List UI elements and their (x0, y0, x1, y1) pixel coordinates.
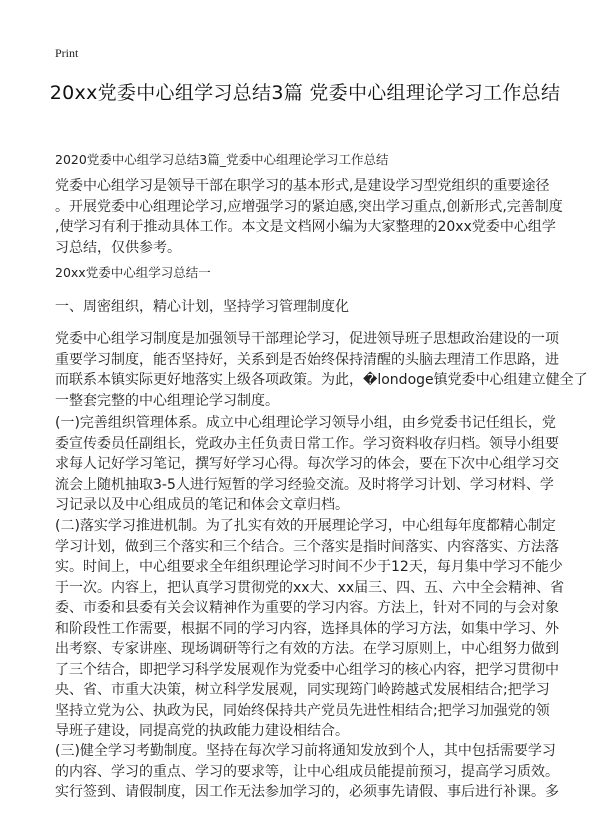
text-line: 求每人记好学习笔记，撰写好学习心得。每次学习的体会，要在下次中心组学习交 (55, 456, 559, 472)
text-line: 党委中心组学习制度是加强领导干部理论学习，促进领导班子思想政治建设的一项 (55, 331, 559, 347)
text-line: 了三个结合，即把学习科学发展观作为党委中心组学习的核心内容，把学习贯彻中 (55, 661, 559, 678)
document-title: 20xx党委中心组学习总结3篇 党委中心组理论学习工作总结 (49, 82, 561, 104)
paragraph-1 (55, 329, 588, 411)
text-line: 的内容、学习的重点、学习的要求等，让中心组成员能提前预习，提高学习质效。 (55, 763, 559, 780)
text-line: 。开展党委中心组理论学习,应增强学习的紧迫感,突出学习重点,创新形式,完善制度 (55, 198, 563, 215)
text-line: 委、市委和县委有关会议精神作为重要的学习内容。方法上，针对不同的与会对象 (55, 600, 559, 616)
text-line: 于一次。内容上，把认真学习贯彻党的xx大、xx届三、四、五、六中全会精神、省 (55, 579, 565, 596)
print-label: Print (55, 46, 79, 60)
paragraph-4 (55, 741, 559, 803)
text-line: ,使学习有利于推动具体工作。本文是文档网小编为大家整理的20xx党委中心组学 (55, 219, 556, 235)
paragraph-3 (55, 516, 565, 742)
text-line: 央、省、市重大决策，树立科学发展观，同实现筠门岭跨越式发展相结合;把学习 (55, 682, 550, 698)
section-title: 20xx党委中心组学习总结一 (55, 265, 211, 280)
text-line: 一整套完整的中心组理论学习制度。 (55, 392, 279, 409)
text-line: 坚持立党为公、执政为民，同始终保持共产党员先进性相结合;把学习加强党的领 (55, 702, 550, 719)
text-line: (三)健全学习考勤制度。坚持在每次学习前将通知发放到个人，其中包括需要学习 (55, 743, 556, 759)
text-line: 习记录以及中心组成员的笔记和体会文章归档。 (55, 497, 349, 513)
text-line: 习总结，仅供参考。 (55, 239, 181, 256)
text-line: 委宣传委员任副组长，党政办主任负责日常工作。学习资料收存归档。领导小组要 (55, 435, 559, 452)
text-line: 重要学习制度，能否坚持好，关系到是否始终保持清醒的头脑去理清工作思路，进 (55, 351, 559, 368)
text-line: 导班子建设，同提高党的执政能力建设相结合。 (55, 723, 349, 739)
intro-paragraph (55, 176, 563, 258)
text-line: 而联系本镇实际更好地落实上级各项政策。为此，�londoge镇党委中心组建立健全了 (55, 372, 588, 388)
text-line: 出考察、专家讲座、现场调研等行之有效的方法。在学习原则上，中心组努力做到 (55, 641, 559, 657)
text-line: (二)落实学习推进机制。为了扎实有效的开展理论学习，中心组每年度都精心制定 (55, 518, 556, 534)
text-line: 和阶段性工作需要，根据不同的学习内容，选择具体的学习方法，如集中学习、外 (55, 620, 559, 637)
document-subtitle: 2020党委中心组学习总结3篇_党委中心组理论学习工作总结 (55, 152, 389, 167)
text-line: 学习计划，做到三个落实和三个结合。三个落实是指时间落实、内容落实、方法落 (55, 538, 559, 555)
text-line: 实。时间上，中心组要求全年组织理论学习时间不少于12天，每月集中学习不能少 (55, 559, 563, 575)
heading-1: 一、周密组织，精心计划，坚持学习管理制度化 (55, 299, 349, 315)
text-line: 党委中心组学习是领导干部在职学习的基本形式,是建设学习型党组织的重要途径 (55, 178, 550, 194)
text-line: 实行签到、请假制度，因工作无法参加学习的，必须事先请假、事后进行补课。多 (55, 784, 559, 800)
paragraph-2 (55, 413, 559, 516)
text-line: (一)完善组织管理体系。成立中心组理论学习领导小组，由乡党委书记任组长，党 (55, 415, 556, 431)
text-line: 流会上随机抽取3-5人进行短暂的学习经验交流。及时将学习计划、学习材料、学 (55, 476, 554, 493)
